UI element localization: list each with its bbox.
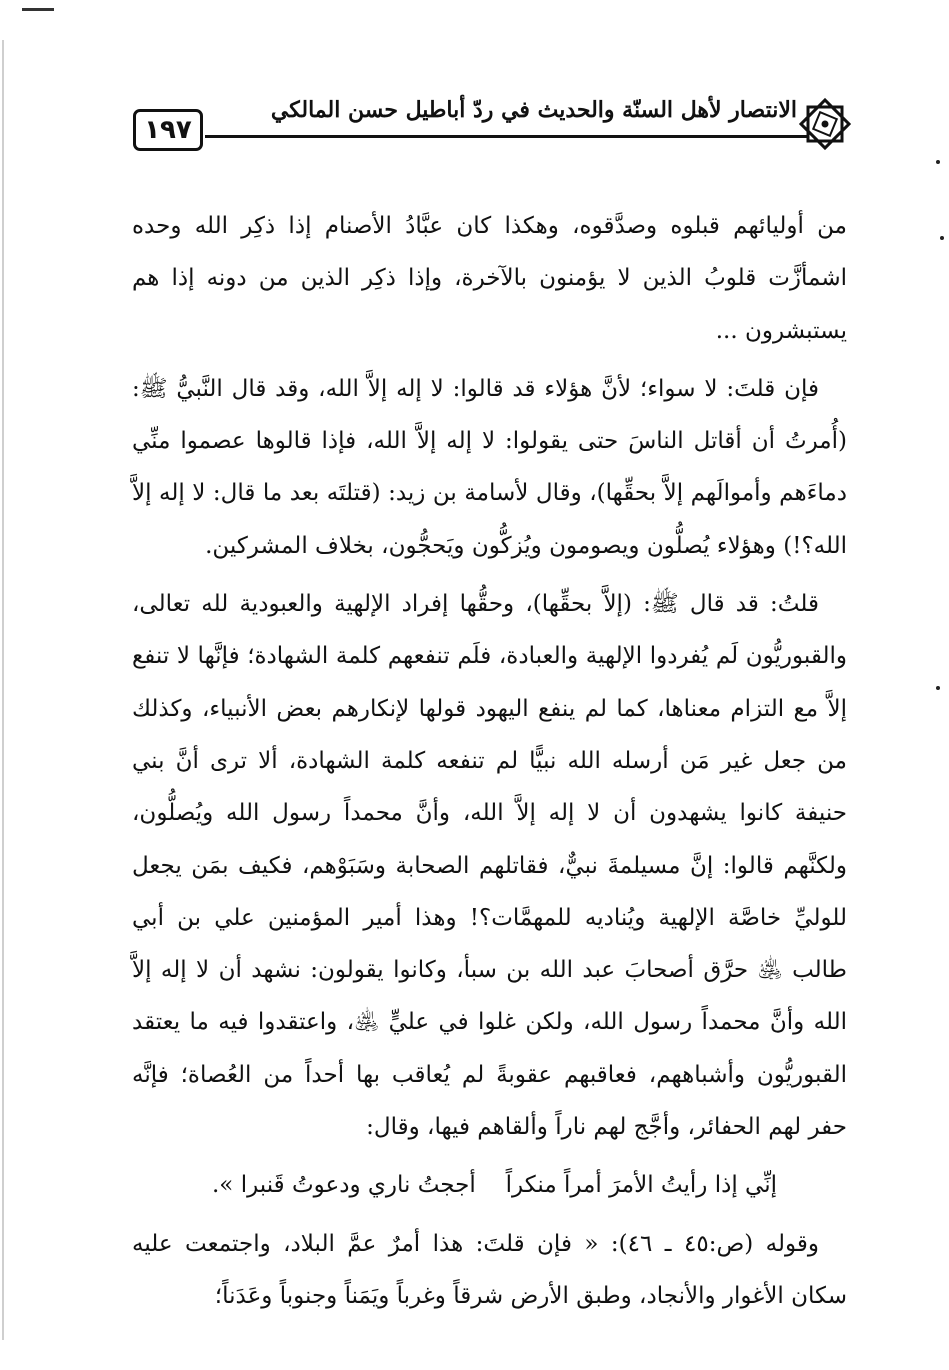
poetry-verse	[132, 1159, 847, 1211]
running-title: الانتصار لأهل السنّة والحديث في ردّ أباطيل حسن المالكي	[265, 97, 803, 123]
header-rule	[205, 135, 810, 138]
scan-edge-line	[2, 40, 4, 1340]
scan-mark	[22, 8, 54, 11]
scan-dot	[936, 160, 940, 164]
page-header	[125, 95, 845, 165]
verse-hemistich-second: أججتُ ناري ودعوتُ قَنبرا ».	[212, 1172, 476, 1199]
verse-hemistich-first: إنِّي إذا رأيتُ الأمرَ أمراً منكراً	[505, 1172, 777, 1199]
paragraph: قلتُ: قد قال ﷺ: (إلاَّ بحقِّها)، وحقُّها إفراد الإلهية والعبودية لله تعالى، والقبوريُّون لَم يُفردوا الإلهية والعبادة، فلَم تنفعهم كلمة الشهادة؛ فإنَّها لا تنفع إلاَّ مع التزام معناها، كما لم ينفع اليهود قولها لإنكارهم بعض الأنبياء، وكذلك من جعل غير مَن أرسله الله نبيًّا لم تنفعه كلمة الشهادة، ألا ترى أنَّ بني حنيفة كانوا يشهدون أن لا إله إلاَّ الله، وأنَّ محمداً رسول الله ويُصلُّون، ولكنَّهم قالوا: إنَّ مسيلمةَ نبيٌّ، فقاتلهم الصحابة وسَبَوْهم، فكيف بمَن يجعل للوليِّ خاصَّة الإلهية ويُناديه للمهمَّات؟! وهذا أمير المؤمنين علي بن أبي طالب ﵁ حرَّق أصحابَ عبد الله بن سبأ، وكانوا يقولون: نشهد أن لا إله إلاَّ الله وأنَّ محمداً رسول الله، ولكن غلوا في عليٍّ ﵁، واعتقدوا فيه ما يعتقد القبوريُّون وأشباههم، فعاقبهم عقوبةً لم يُعاقب بها أحداً من العُصاة؛ فإنَّه حفر لهم الحفائر، وأجَّج لهم ناراً وألقاهم فيها، وقال:	[132, 591, 847, 1141]
body-text	[132, 200, 847, 1328]
octagram-ornament-icon	[799, 95, 851, 153]
paragraph: من أوليائهم قبلوه وصدَّقوه، وهكذا كان عبَّادُ الأصنام إذا ذكِر الله وحده اشمأزَّت قلوبُ الذين لا يؤمنون بالآخرة، وإذا ذكِر الذين من دونه إذا هم يستبشرون ...	[132, 213, 847, 344]
page-number: ١٩٧	[133, 109, 203, 151]
scan-dot	[936, 686, 940, 690]
paragraph: وقوله (ص:٤٥ ـ ٤٦): « فإن قلتَ: هذا أمرٌ عمَّ البلاد، واجتمعت عليه سكان الأغوار والأنجاد، وطبق الأرض شرقاً وغرباً ويَمَناً وجنوباً وعَدَناً؛	[132, 1230, 847, 1309]
scan-dot	[940, 236, 944, 240]
paragraph: فإن قلتَ: لا سواء؛ لأنَّ هؤلاء قد قالوا: لا إله إلاَّ الله، وقد قال النَّبيُّ ﷺ: (أُمرتُ أن أقاتل الناسَ حتى يقولوا: لا إله إلاَّ الله، فإذا قالوها عصموا منِّي دماءَهم وأموالَهم إلاَّ بحقِّها)، وقال لأسامة بن زيد: (قتلتَه بعد ما قال: لا إله إلاَّ الله؟!) وهؤلاء يُصلُّون ويصومون ويُزكُّون ويَحجُّون، بخلاف المشركين.	[132, 375, 847, 559]
